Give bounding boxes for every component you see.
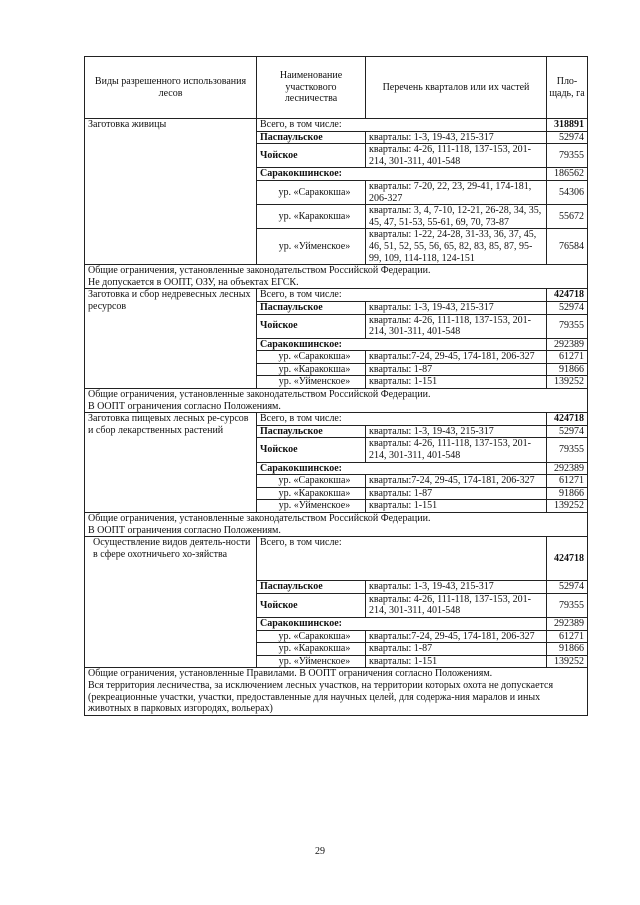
area-cell: 292389 [547, 462, 588, 475]
quarters-cell: кварталы: 1-151 [366, 655, 547, 668]
area-cell: 139252 [547, 655, 588, 668]
note-line: Не допускается в ООПТ, ОЗУ, на объектах ЕГСК. [88, 276, 299, 288]
area-cell: 79355 [547, 314, 588, 338]
total-area-cell: 318891 [547, 119, 588, 132]
use-kind-cell: Осуществление видов деятель-ности в сфере охотничьего хо-зяйства [85, 537, 257, 668]
area-cell: 61271 [547, 351, 588, 364]
forest-use-table [84, 56, 588, 716]
note-line: Общие ограничения, установленные законодательством Российской Федерации. [88, 265, 431, 277]
forestry-name-cell: ур. «Саракокша» [257, 475, 366, 488]
use-kind-cell: Заготовка живицы [85, 119, 257, 265]
forestry-name-cell: Саракокшинское: [257, 617, 547, 630]
header-kind: Виды разрешенного использования лесов [85, 57, 257, 119]
area-cell: 79355 [547, 438, 588, 462]
quarters-cell: кварталы: 1-3, 19-43, 215-317 [366, 301, 547, 314]
note-line: Вся территория лесничества, за исключением лесных участков, на территории которых охота не допускается (рекреационные участки, участки, предоставленные для научных целей, для содержа-ния маралов и иных животных в парковых изгородях, вольерах) [88, 679, 554, 715]
quarters-cell: кварталы:7-24, 29-45, 174-181, 206-327 [366, 475, 547, 488]
quarters-cell: кварталы: 1-151 [366, 500, 547, 513]
forestry-name-cell: ур. «Каракокша» [257, 487, 366, 500]
total-area-cell: 424718 [547, 289, 588, 302]
forestry-name-cell: ур. «Каракокша» [257, 643, 366, 656]
area-cell: 52974 [547, 425, 588, 438]
area-cell: 76584 [547, 229, 588, 265]
forestry-name-cell: Саракокшинское: [257, 168, 547, 181]
quarters-cell: кварталы: 4-26, 111-118, 137-153, 201-214, 301-311, 401-548 [366, 438, 547, 462]
note-line: Общие ограничения, установленные законодательством Российской Федерации. [88, 389, 431, 401]
note-line: Общие ограничения, установленные законодательством Российской Федерации. [88, 513, 431, 524]
restrictions-note-row [85, 265, 588, 289]
quarters-cell: кварталы: 1-151 [366, 376, 547, 389]
section-total-row [85, 289, 588, 302]
section-total-row [85, 119, 588, 132]
total-label-cell: Всего, в том числе: [257, 413, 547, 426]
use-kind-cell: Заготовка и сбор недревесных лесных ресурсов [85, 289, 257, 389]
forestry-name-cell: ур. «Уйменское» [257, 229, 366, 265]
header-quarters: Перечень кварталов или их частей [366, 57, 547, 119]
forestry-name-cell: Чойское [257, 593, 366, 617]
quarters-cell: кварталы:7-24, 29-45, 174-181, 206-327 [366, 351, 547, 364]
area-cell: 55672 [547, 205, 588, 229]
area-cell: 52974 [547, 581, 588, 594]
table-header-row [85, 57, 588, 119]
forestry-name-cell: Паспаульское [257, 581, 366, 594]
area-cell: 79355 [547, 144, 588, 168]
forestry-name-cell: Паспаульское [257, 131, 366, 144]
quarters-cell: кварталы: 1-3, 19-43, 215-317 [366, 425, 547, 438]
quarters-cell: кварталы:7-24, 29-45, 174-181, 206-327 [366, 630, 547, 643]
total-area-cell: 424718 [547, 537, 588, 581]
area-cell: 292389 [547, 617, 588, 630]
area-cell: 91866 [547, 487, 588, 500]
section-total-row [85, 413, 588, 426]
header-forestry: Наименование участкового лесничества [257, 57, 366, 119]
quarters-cell: кварталы: 4-26, 111-118, 137-153, 201-214, 301-311, 401-548 [366, 593, 547, 617]
area-cell: 139252 [547, 376, 588, 389]
forestry-name-cell: ур. «Саракокша» [257, 630, 366, 643]
area-cell: 79355 [547, 593, 588, 617]
forestry-name-cell: Чойское [257, 144, 366, 168]
area-cell: 91866 [547, 363, 588, 376]
total-label-cell: Всего, в том числе: [257, 289, 547, 302]
forestry-name-cell: Чойское [257, 438, 366, 462]
forestry-name-cell: ур. «Каракокша» [257, 363, 366, 376]
quarters-cell: кварталы: 4-26, 111-118, 137-153, 201-214, 301-311, 401-548 [366, 144, 547, 168]
forestry-name-cell: Паспаульское [257, 301, 366, 314]
quarters-cell: кварталы: 1-3, 19-43, 215-317 [366, 131, 547, 144]
quarters-cell: кварталы: 1-87 [366, 363, 547, 376]
restrictions-note-cell [85, 513, 588, 537]
area-cell: 52974 [547, 301, 588, 314]
forestry-name-cell: Чойское [257, 314, 366, 338]
document-page [84, 56, 587, 716]
forestry-name-cell: ур. «Уйменское» [257, 655, 366, 668]
area-cell: 292389 [547, 338, 588, 351]
forestry-name-cell: Паспаульское [257, 425, 366, 438]
area-cell: 61271 [547, 475, 588, 488]
total-label-cell: Всего, в том числе: [257, 119, 547, 132]
quarters-cell: кварталы: 1-22, 24-28, 31-33, 36, 37, 45, 46, 51, 52, 55, 56, 65, 82, 83, 85, 87, 95-99, 109, 114-118, 124-151 [366, 229, 547, 265]
area-cell: 139252 [547, 500, 588, 513]
total-label-cell: Всего, в том числе: [257, 537, 547, 581]
note-line: Общие ограничения, установленные Правилами. В ООПТ ограничения согласно Положениям. [88, 668, 493, 680]
area-cell: 186562 [547, 168, 588, 181]
area-cell: 61271 [547, 630, 588, 643]
total-area-cell: 424718 [547, 413, 588, 426]
forestry-name-cell: Саракокшинское: [257, 462, 547, 475]
quarters-cell: кварталы: 4-26, 111-118, 137-153, 201-214, 301-311, 401-548 [366, 314, 547, 338]
forestry-name-cell: ур. «Саракокша» [257, 180, 366, 204]
header-area: Пло-щадь, га [547, 57, 588, 119]
restrictions-note-cell [85, 265, 588, 289]
note-line: В ООПТ ограничения согласно Положениям. [88, 400, 281, 412]
restrictions-note-cell [85, 389, 588, 413]
area-cell: 52974 [547, 131, 588, 144]
quarters-cell: кварталы: 7-20, 22, 23, 29-41, 174-181, 206-327 [366, 180, 547, 204]
use-kind-cell: Заготовка пищевых лесных ре-сурсов и сбор лекарственных растений [85, 413, 257, 513]
quarters-cell: кварталы: 3, 4, 7-10, 12-21, 26-28, 34, 35, 45, 47, 51-53, 55-61, 69, 70, 73-87 [366, 205, 547, 229]
restrictions-note-row [85, 668, 588, 715]
section-total-row [85, 537, 588, 581]
restrictions-note-row [85, 513, 588, 537]
table-body [85, 119, 588, 716]
restrictions-note-row [85, 389, 588, 413]
forestry-name-cell: ур. «Саракокша» [257, 351, 366, 364]
page-number: 29 [315, 846, 325, 857]
quarters-cell: кварталы: 1-3, 19-43, 215-317 [366, 581, 547, 594]
restrictions-note-cell [85, 668, 588, 715]
quarters-cell: кварталы: 1-87 [366, 487, 547, 500]
area-cell: 91866 [547, 643, 588, 656]
quarters-cell: кварталы: 1-87 [366, 643, 547, 656]
forestry-name-cell: ур. «Уйменское» [257, 376, 366, 389]
forestry-name-cell: ур. «Уйменское» [257, 500, 366, 513]
note-line: В ООПТ ограничения согласно Положениям. [88, 524, 281, 536]
area-cell: 54306 [547, 180, 588, 204]
forestry-name-cell: Саракокшинское: [257, 338, 547, 351]
forestry-name-cell: ур. «Каракокша» [257, 205, 366, 229]
